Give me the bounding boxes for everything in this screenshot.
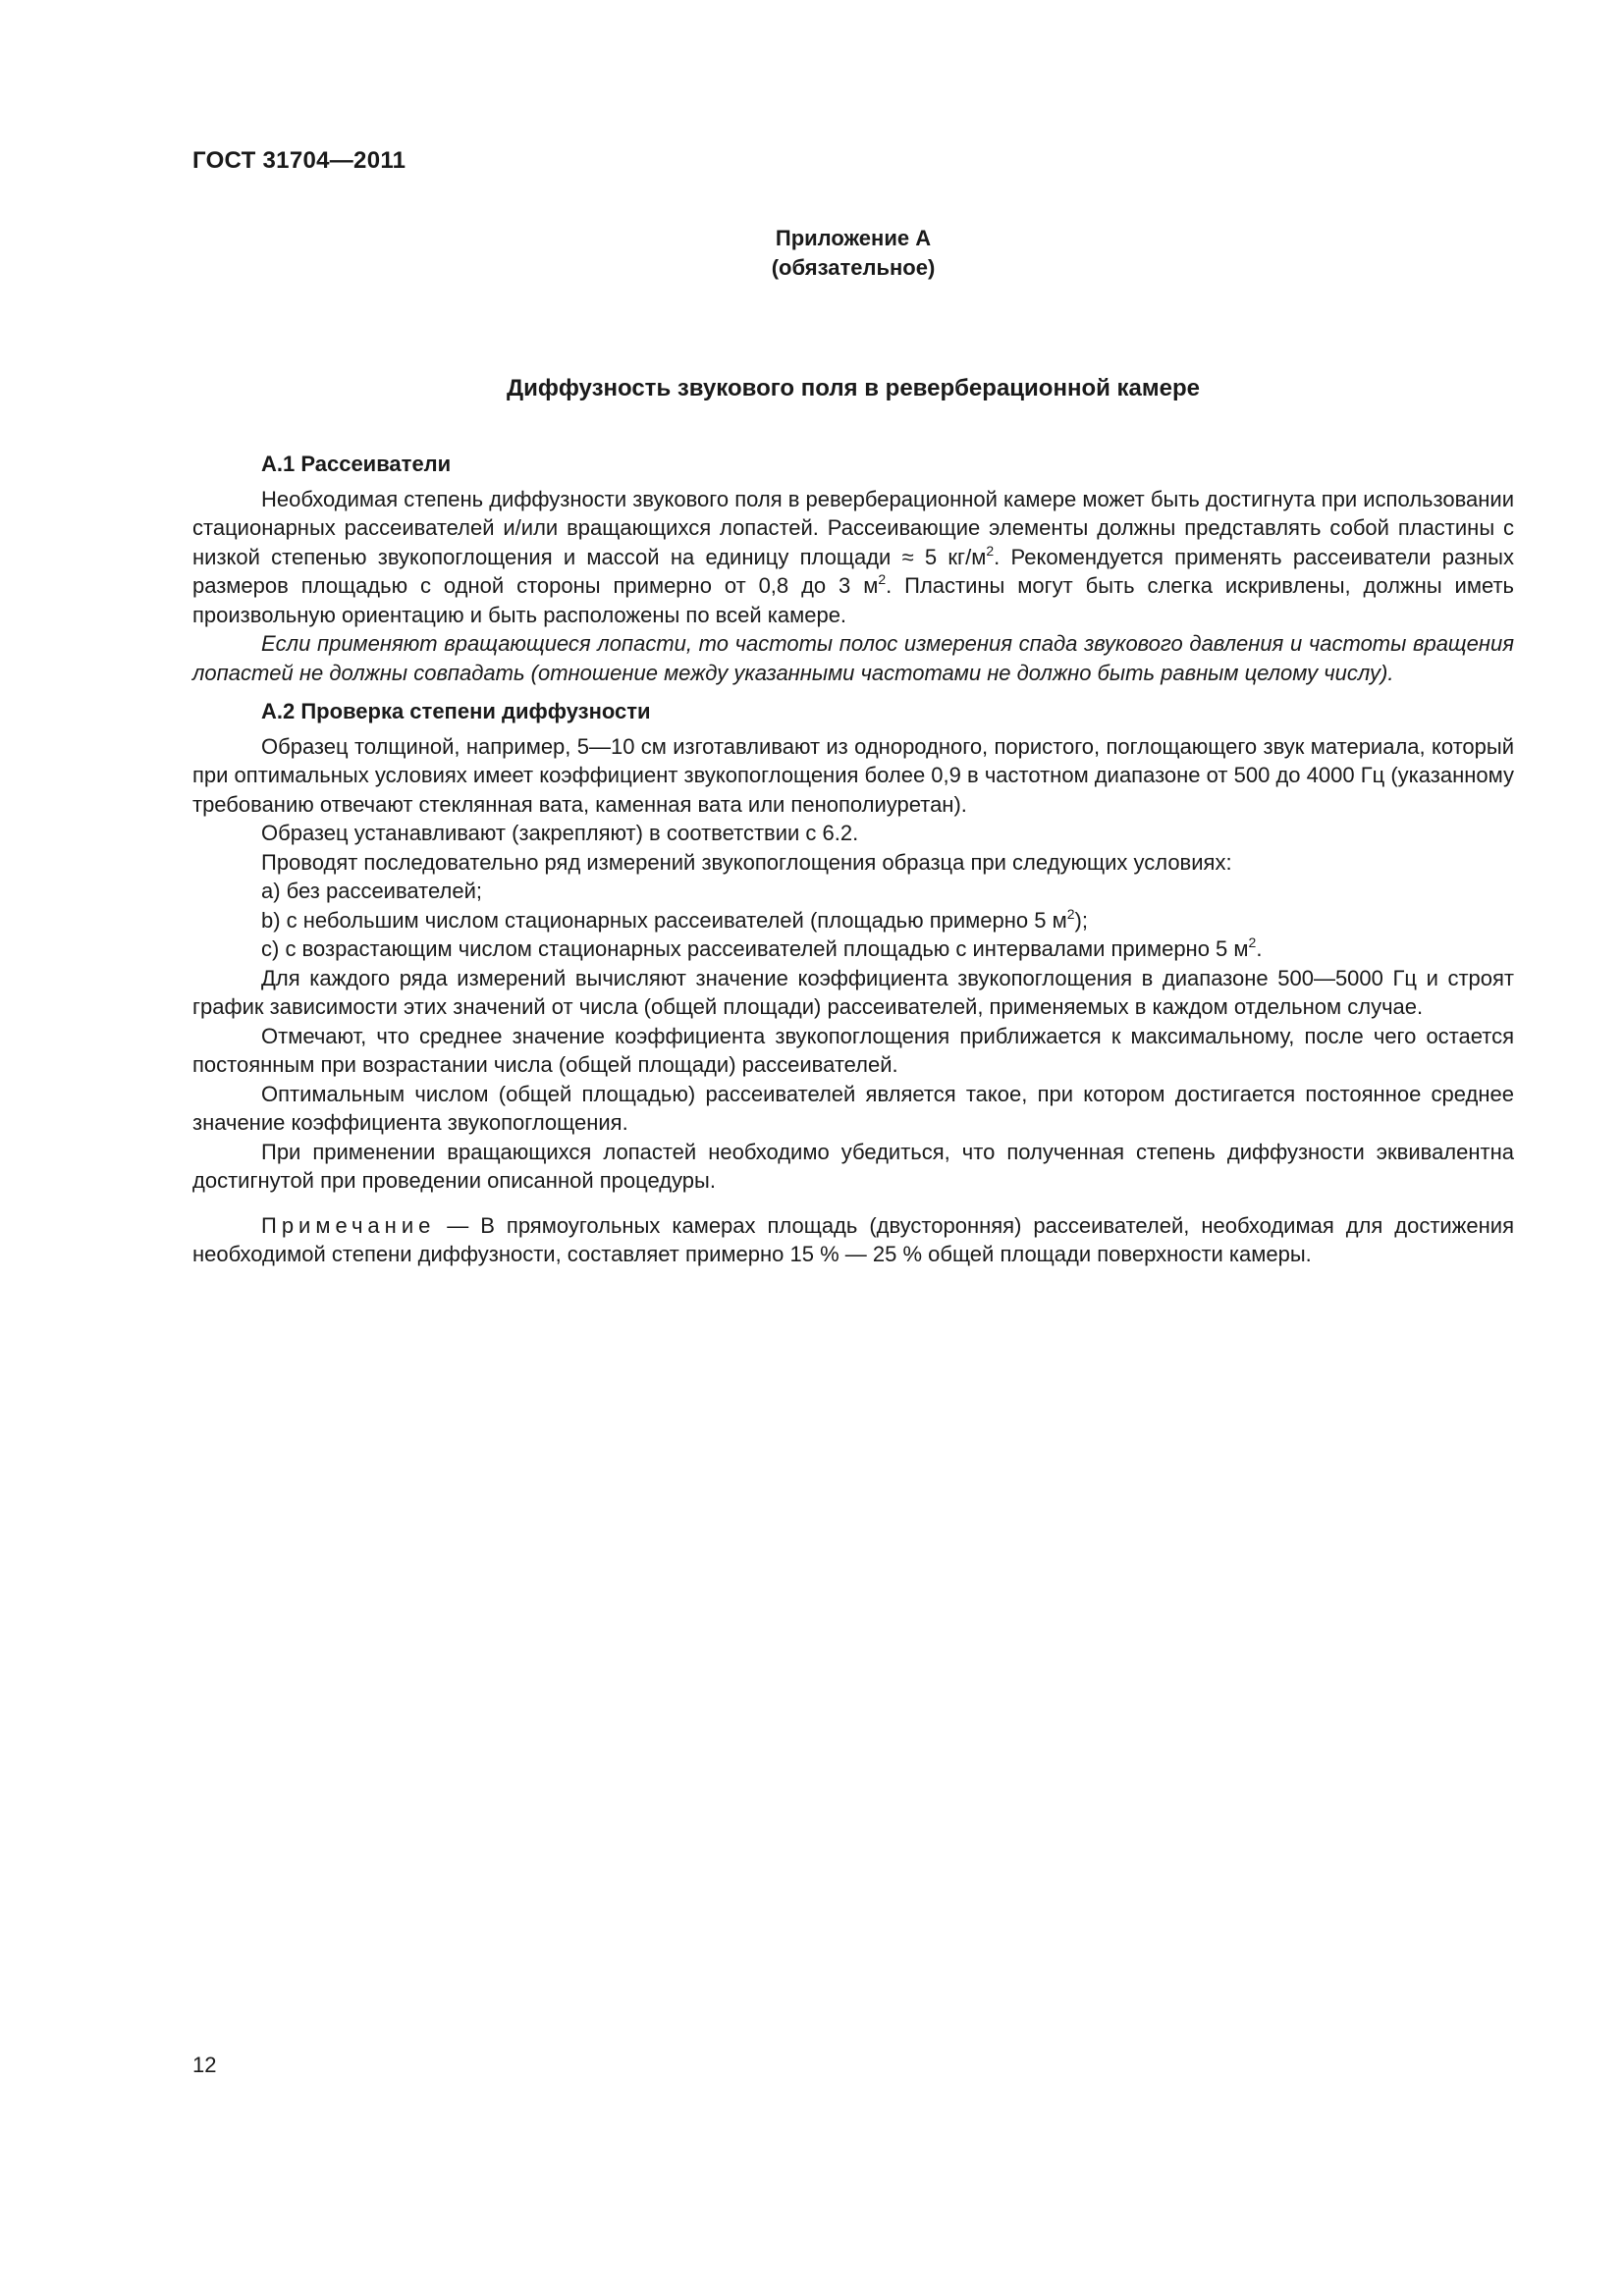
note-label: Примечание (261, 1212, 436, 1238)
section-a2-paragraph-4: Для каждого ряда измерений вычисляют значение коэффициента звукопоглощения в диапазоне 500—5000 Гц и строят график зависимости этих значений от числа (общей площади) рассеивателей, применяемых в каждом отдельном случае. (192, 965, 1514, 1019)
appendix-status: (обязательное) (771, 255, 936, 280)
document-code-header: ГОСТ 31704—2011 (192, 147, 406, 174)
section-a2-paragraph-7: При применении вращающихся лопастей необходимо убедиться, что полученная степень диффузности эквивалентна достигнутой при проведении описанной процедуры. (192, 1139, 1514, 1193)
section-a2-paragraph-5: Отмечают, что среднее значение коэффициента звукопоглощения приближается к максимальному, после чего остается постоянным при возрастании числа (общей площади) рассеивателей. (192, 1023, 1514, 1077)
appendix-title: Диффузность звукового поля в реверберационной камере (507, 375, 1200, 401)
list-item-a: а) без рассеивателей; (261, 879, 482, 903)
section-a2-paragraph-1: Образец толщиной, например, 5—10 см изготавливают из однородного, пористого, поглощающего звук материала, который при оптимальных условиях имеет коэффициент звукопоглощения более 0,9 в частотном диапазоне от 500 до 4000 Гц (указанному требованию отвечают стеклянная вата, каменная вата или пенополиуретан). (192, 733, 1514, 817)
section-a1-paragraph-1: Необходимая степень диффузности звукового поля в реверберационной камере может быть достигнута при использовании стационарных рассеивателей и/или вращающихся лопастей. Рассеивающие элементы должны представлять собой пластины с низкой степенью звукопоглощения и массой на единицу площади ≈ 5 $кг/м^2$. Рекомендуется применять рассеиватели разных размеров площадью с одной стороны примерно от 0,8 до 3 $м^2$. Пластины могут быть слегка искривлены, должны иметь произвольную ориентацию и быть расположены по всей камере. (192, 486, 1515, 627)
list-item-b: b) с небольшим числом стационарных рассеивателей (площадью примерно 5 $м^2$); (261, 905, 1088, 933)
note-text: — В прямоугольных камерах площадь (двусторонняя) рассеивателей, необходимая для достижения необходимой степени диффузности, составляет примерно 15 % — 25 % общей площади поверхности камеры. (192, 1212, 1514, 1266)
note-paragraph (192, 1211, 1514, 1269)
appendix-heading (192, 224, 1514, 283)
section-a2-paragraph-3: Проводят последовательно ряд измерений звукопоглощения образца при следующих условиях: (261, 849, 1232, 875)
section-a2-heading: А.2 Проверка степени диффузности (261, 699, 651, 723)
section-a2-paragraph-6: Оптимальным числом (общей площадью) рассеивателей является такое, при котором достигается постоянное среднее значение коэффициента звукопоглощения. (192, 1081, 1514, 1135)
page-number: 12 (192, 2053, 217, 2077)
section-a1-paragraph-2: Если применяют вращающиеся лопасти, то частоты полос измерения спада звукового давления и частоты вращения лопастей не должны совпадать (отношение между указанными частотами не должно быть равным целому числу). (192, 631, 1514, 685)
appendix-body (192, 450, 1514, 1269)
appendix-label: Приложение А (775, 226, 932, 250)
section-a1-heading: А.1 Рассеиватели (261, 452, 452, 476)
list-item-c: с) с возрастающим числом стационарных рассеивателей площадью с интервалами примерно 5 $м^2$. (261, 934, 1263, 961)
section-a2-paragraph-2: Образец устанавливают (закрепляют) в соответствии с 6.2. (261, 821, 859, 845)
